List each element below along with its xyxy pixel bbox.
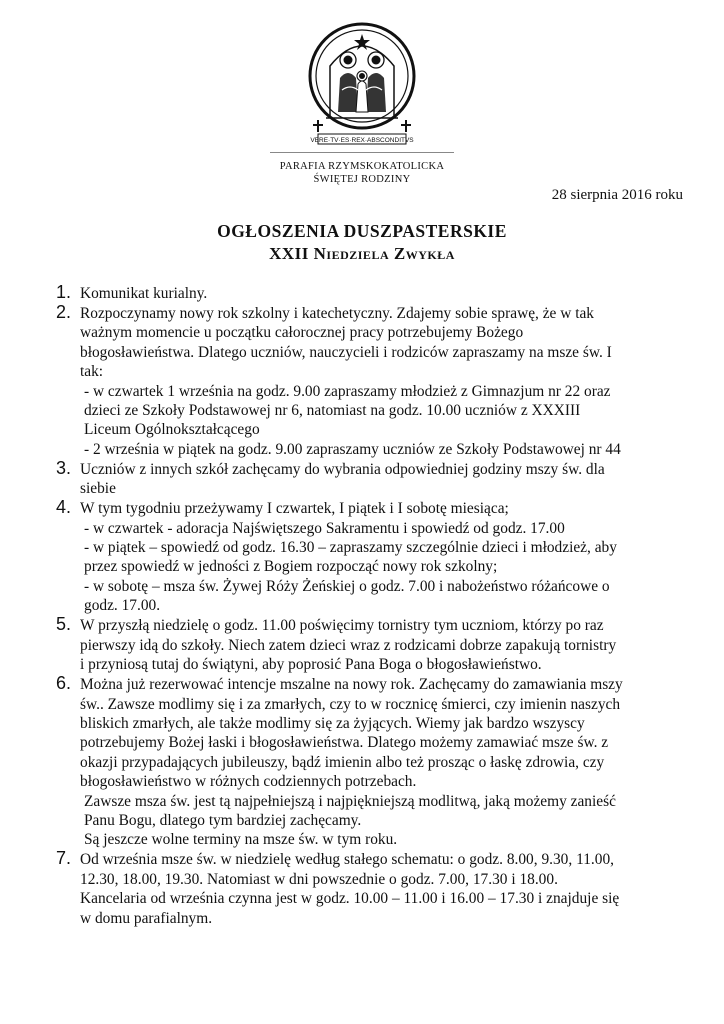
item-sub-line: - w piątek – spowiedź od godz. 16.30 – zapraszamy szczególnie dzieci i młodzież, aby — [84, 539, 617, 557]
item-line: siebie — [80, 480, 116, 498]
header-divider — [270, 152, 454, 153]
parish-name-line-1: PARAFIA RZYMSKOKATOLICKA — [279, 161, 445, 172]
item-line: i przyniosą tutaj do świątyni, aby poprosić Pana Boga o błogosławieństwo. — [80, 656, 542, 674]
item-line: Rozpoczynamy nowy rok szkolny i katechetyczny. Zdajemy sobie sprawę, że w tak — [80, 305, 594, 322]
item-number: 4 . — [56, 498, 71, 517]
item-line: okazji przypadających jubileuszy, bądź imienin albo też prosząc o łaskę zdrowia, czy — [80, 753, 605, 771]
item-line: błogosławieństwo w różnych codziennych potrzebach. — [80, 773, 417, 791]
item-sub-line: przez spowiedź w jedności z Bogiem rozpocząć nowy rok szkolny; — [84, 558, 498, 576]
item-line: pierwszy idą do szkoły. Niech zatem dzieci wraz z rodzicami dobrze zapakują tornistry — [80, 636, 617, 654]
parish-logo — [300, 20, 424, 150]
item-sub-line: Liceum Ogólnokształcącego — [84, 421, 260, 439]
item-number: 2 . — [56, 303, 71, 322]
item-line: Uczniów z innych szkół zachęcamy do wybrania odpowiedniej godziny mszy św. dla — [80, 460, 605, 478]
announcement-item — [56, 675, 686, 850]
item-number: 3 . — [56, 459, 71, 478]
logo-motto: VERE·TV·ES·REX·ABSCONDITVS — [310, 137, 414, 144]
item-sub-line: - w czwartek - adoracja Najświętszego Sakramentu i spowiedź od godz. 17.00 — [84, 519, 565, 537]
page-title: OGŁOSZENIA DUSZPASTERSKIE — [217, 221, 507, 241]
item-sub-line: - 2 września w piątek na godz. 9.00 zapraszamy uczniów ze Szkoły Podstawowej nr 44 — [84, 440, 621, 458]
announcement-item — [56, 304, 686, 459]
item-sub-line: Panu Bogu, dlatego tym bardziej zachęcamy. — [84, 811, 362, 829]
item-line: błogosławieństwa. Dlatego uczniów, nauczycieli i rodziców zapraszamy na msze św. I — [80, 343, 612, 361]
announcement-item — [56, 284, 686, 303]
page-subtitle: XXII Niedziela Zwykła — [269, 244, 455, 263]
item-line: W tym tygodniu przeżywamy I czwartek, I piątek i I sobotę miesiąca; — [80, 500, 509, 518]
announcements-list — [56, 284, 686, 929]
item-line: Można już rezerwować intencje mszalne na nowy rok. Zachęcamy do zamawiania mszy — [80, 676, 623, 694]
item-line: Komunikat kurialny. — [80, 285, 208, 302]
announcement-item — [56, 616, 686, 674]
item-line: 12.30, 18.00, 19.30. Natomiast w dni powszednie o godz. 7.00, 17.30 i 18.00. — [80, 870, 558, 888]
item-number: 1 . — [56, 283, 71, 302]
item-number: 7 . — [56, 849, 71, 868]
item-line: W przyszłą niedzielę o godz. 11.00 poświęcimy tornistry tym uczniom, którzy po raz — [80, 617, 604, 635]
item-sub-line: dzieci ze Szkoły Podstawowej nr 6, natomiast na godz. 10.00 uczniów z XXXIII — [84, 402, 581, 420]
item-sub-line: godz. 17.00. — [84, 597, 161, 615]
item-line: ważnym momencie u początku całorocznej pracy potrzebujemy Bożego — [80, 324, 524, 342]
item-line: potrzebujemy Bożej łaski i błogosławieństwa. Dlatego możemy zamawiać msze św. z — [80, 734, 609, 752]
item-line: w domu parafialnym. — [80, 909, 213, 927]
parish-name-line-2: ŚWIĘTEJ RODZINY — [313, 174, 411, 185]
item-sub-line: - w sobotę – msza św. Żywej Róży Żeńskiej o godz. 7.00 i nabożeństwo różańcowe o — [84, 577, 610, 595]
holy-family-emblem-icon — [300, 20, 424, 150]
item-number: 6 . — [56, 674, 71, 693]
item-sub-line: Są jeszcze wolne terminy na msze św. w tym roku. — [84, 831, 398, 849]
item-sub-line: - w czwartek 1 września na godz. 9.00 zapraszamy młodzież z Gimnazjum nr 22 oraz — [84, 382, 611, 400]
announcement-item — [56, 850, 686, 928]
document-date: 28 sierpnia 2016 roku — [551, 187, 683, 203]
announcement-item — [56, 499, 686, 615]
item-sub-line: Zawsze msza św. jest tą najpełniejszą i najpiękniejszą modlitwą, jaką możemy zanieść — [84, 792, 616, 810]
item-line: tak: — [80, 363, 104, 381]
announcement-item — [56, 457, 686, 499]
item-line: Kancelaria od września czynna jest w godz. 10.00 – 11.00 i 16.00 – 17.30 i znajduje się — [80, 890, 620, 908]
item-line: bliskich zmarłych, ale także modlimy się za żyjących. Wiemy jak bardzo wszyscy — [80, 714, 585, 732]
item-number: 5 . — [56, 615, 71, 634]
item-line: św.. Zawsze modlimy się i za zmarłych, czy to w rocznicę śmierci, czy imienin naszych — [80, 695, 621, 713]
item-line: Od września msze św. w niedzielę według stałego schematu: o godz. 8.00, 9.30, 11.00, — [80, 851, 614, 869]
